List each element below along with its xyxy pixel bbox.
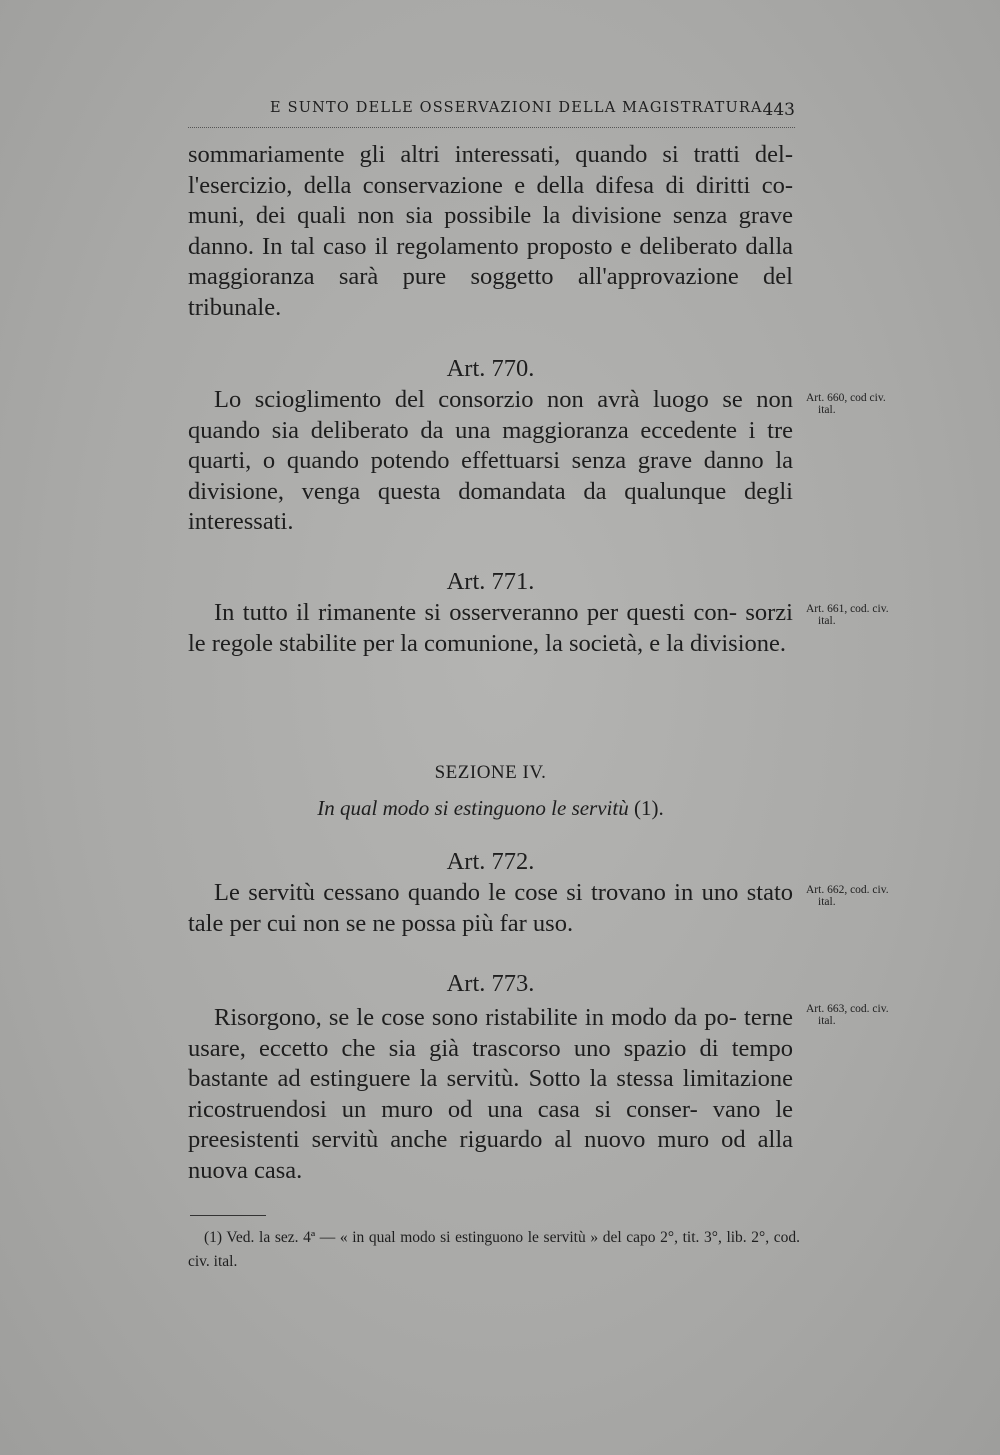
article-heading-770: Art. 770. <box>446 355 535 382</box>
margin-note-772 <box>806 884 926 908</box>
running-title: E SUNTO DELLE OSSERVAZIONI DELLA MAGISTRATURA <box>270 100 763 116</box>
margin-note-line1: Art. 660, cod civ. <box>806 392 886 404</box>
footnote: (1) Ved. la sez. 4ª — « in qual modo si estinguono le servitù » del capo 2°, tit. 3°, lib. 2°, cod. civ. ital. <box>188 1229 800 1270</box>
margin-note-771 <box>806 603 926 627</box>
margin-note-line1: Art. 661, cod. civ. <box>806 603 889 615</box>
article-text-770: Lo scioglimento del consorzio non avrà luogo se non quando sia deliberato da una maggioranza eccedente i tre quarti, o quando potendo effettuarsi senza grave danno la divisione, venga questa domandata da qualunque degli interessati. <box>188 386 793 536</box>
page-number: 443 <box>762 100 795 120</box>
section-subtitle <box>188 796 793 821</box>
margin-note-773 <box>806 1003 926 1027</box>
margin-note-770 <box>806 392 926 416</box>
margin-note-line1: Art. 663, cod. civ. <box>806 1003 889 1015</box>
margin-note-line2: ital. <box>818 404 836 416</box>
article-text-773: Risorgono, se le cose sono ristabilite in modo da po- terne usare, eccetto che sia già trascorso uno spazio di tempo bastante ad estinguere la servitù. Sotto la stessa limitazione ricostruendosi un muro od una casa si conser- vano le preesistenti servitù anche riguardo al nuovo muro od alla nuova casa. <box>188 1004 793 1184</box>
header-rule <box>188 127 795 128</box>
margin-note-line2: ital. <box>818 1015 836 1027</box>
article-text-772: Le servitù cessano quando le cose si trovano in uno stato tale per cui non se ne possa più far uso. <box>188 879 793 937</box>
margin-note-line2: ital. <box>818 615 836 627</box>
article-text-771: In tutto il rimanente si osserveranno per questi con- sorzi le regole stabilite per la comunione, la società, e la divisione. <box>188 599 793 657</box>
intro-paragraph: sommariamente gli altri interessati, quando si tratti del- l'esercizio, della conservazione e della difesa di diritti co- muni, dei quali non sia possibile la divisione senza grave danno. In tal caso il regolamento proposto e deliberato dalla maggioranza sarà pure soggetto all'approvazione del tribunale. <box>188 141 793 321</box>
section-title: SEZIONE IV. <box>434 762 547 783</box>
margin-note-line2: ital. <box>818 896 836 908</box>
section-subtitle-text: In qual modo si estinguono le servitù <box>317 796 629 820</box>
margin-note-line1: Art. 662, cod. civ. <box>806 884 889 896</box>
article-heading-773: Art. 773. <box>446 970 535 997</box>
article-heading-771: Art. 771. <box>446 568 535 595</box>
footnote-reference: (1). <box>633 796 664 820</box>
footnote-rule <box>190 1215 266 1216</box>
article-heading-772: Art. 772. <box>446 848 535 875</box>
